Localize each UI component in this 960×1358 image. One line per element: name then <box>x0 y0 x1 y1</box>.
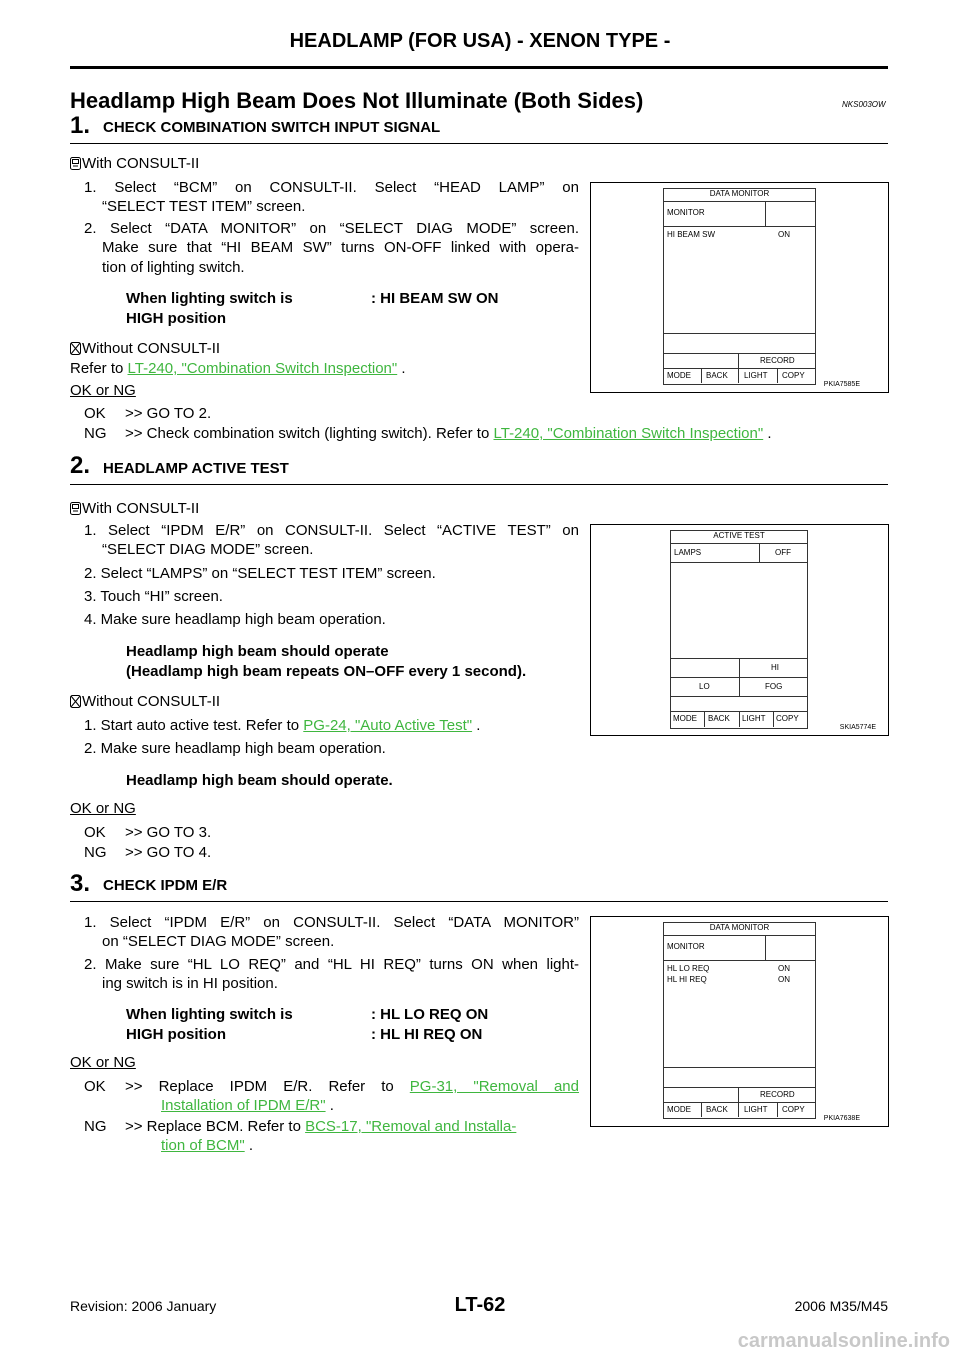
step1-with-consult <box>70 154 199 174</box>
screen-light-button: LIGHT <box>744 1105 768 1114</box>
screen-mode-button: MODE <box>673 714 697 723</box>
step1-ok-label: OK <box>84 405 106 422</box>
watermark: carmanualsonline.info <box>737 1330 950 1352</box>
screen-back-button: BACK <box>706 1105 728 1114</box>
step1-ng-end: . <box>767 425 772 442</box>
screen-title: DATA MONITOR <box>664 189 815 202</box>
step1-with-text: With CONSULT-II <box>82 155 200 172</box>
footer-model: 2006 M35/M45 <box>794 1298 888 1314</box>
consult-icon <box>70 502 81 515</box>
screen-copy-button: COPY <box>782 1105 805 1114</box>
screen-item-hi-beam-sw: HI BEAM SW <box>667 230 716 239</box>
step3-item1-line2: on “SELECT DIAG MODE” screen. <box>102 933 335 950</box>
step3-condition-label2: HIGH position <box>126 1026 226 1043</box>
step1-title: CHECK COMBINATION SWITCH INPUT SIGNAL <box>103 119 441 136</box>
step3-title: CHECK IPDM E/R <box>103 877 228 894</box>
section-title: Headlamp High Beam Does Not Illuminate (Both Sides) <box>70 88 644 113</box>
step2-w1-end: . <box>476 717 481 734</box>
step2-with-text: With CONSULT-II <box>82 500 200 517</box>
step1-without-text: Without CONSULT-II <box>82 340 221 357</box>
step2-note3: Headlamp high beam should operate. <box>126 772 393 789</box>
step1-condition-label2: HIGH position <box>126 310 226 327</box>
step2-note-line2: (Headlamp high beam repeats ON–OFF every 1 second). <box>126 663 527 680</box>
screen-active-test <box>670 530 808 729</box>
step3-condition-value2: : HL HI REQ ON <box>371 1026 483 1043</box>
step1-number: 1. <box>70 112 91 139</box>
step1-ng-link[interactable]: LT-240, "Combination Switch Inspection" <box>493 425 764 442</box>
screen-back-button: BACK <box>706 371 728 380</box>
screen-mode-button: MODE <box>667 1105 691 1114</box>
screen-mode-button: MODE <box>667 371 691 380</box>
step3-ok-label: OK <box>84 1078 106 1095</box>
no-consult-icon <box>70 342 81 355</box>
figure-data-monitor-1 <box>590 182 889 393</box>
step3-ok-line1 <box>125 1077 579 1097</box>
step3-ok-link2[interactable]: Installation of IPDM E/R" <box>161 1097 326 1114</box>
step3-item2-line2: ing switch is in HI position. <box>102 975 278 992</box>
step3-item2-line1: 2. Make sure “HL LO REQ” and “HL HI REQ” turns ON when light- <box>84 956 579 973</box>
no-consult-icon <box>70 695 81 708</box>
screen-light-button: LIGHT <box>744 371 768 380</box>
screen-item-hl-lo-req: HL LO REQ <box>667 964 710 973</box>
screen-item-hl-hi-req: HL HI REQ <box>667 975 707 984</box>
step3-number: 3. <box>70 870 91 897</box>
step2-ok-or-ng: OK or NG <box>70 800 136 817</box>
step2-item2: 2. Select “LAMPS” on “SELECT TEST ITEM” screen. <box>84 565 436 582</box>
step1-ng-label: NG <box>84 425 107 442</box>
step2-ng-label: NG <box>84 844 107 861</box>
step1-refer <box>70 359 406 379</box>
screen-title: ACTIVE TEST <box>671 531 807 544</box>
consult-icon <box>70 157 81 170</box>
screen-lamps-value: OFF <box>775 548 791 557</box>
step2-without-item2: 2. Make sure headlamp high beam operation. <box>84 740 386 757</box>
step3-ok-line2 <box>161 1096 334 1116</box>
step1-ok-text: >> GO TO 2. <box>125 405 212 422</box>
screen-item-value-lo: ON <box>778 964 790 973</box>
step3-ng-link1[interactable]: BCS-17, "Removal and Installa- <box>305 1118 517 1135</box>
step2-note-line1: Headlamp high beam should operate <box>126 643 389 660</box>
screen-title: DATA MONITOR <box>664 923 815 936</box>
section-code: NKS003OW <box>842 100 886 109</box>
step1-refer-end: . <box>401 360 406 377</box>
step1-item1-line1: 1. Select “BCM” on CONSULT-II. Select “HEAD LAMP” on <box>84 179 579 196</box>
step2-rule <box>70 484 888 485</box>
step3-ng-line1 <box>125 1117 516 1137</box>
screen-back-button: BACK <box>708 714 730 723</box>
step2-w1-link[interactable]: PG-24, "Auto Active Test" <box>303 717 473 734</box>
figure-code: PKIA7638E <box>823 1115 860 1122</box>
screen-monitor-label: MONITOR <box>667 942 705 951</box>
figure-code: PKIA7585E <box>823 381 860 388</box>
step1-rule <box>70 143 888 144</box>
step1-ng-text: >> Check combination switch (lighting switch). Refer to <box>125 425 490 442</box>
header-rule <box>70 66 888 69</box>
step2-without-item1 <box>84 716 480 736</box>
step1-refer-link[interactable]: LT-240, "Combination Switch Inspection" <box>127 360 398 377</box>
footer-page-number: LT-62 <box>454 1294 506 1316</box>
step1-without-consult <box>70 339 220 359</box>
screen-copy-button: COPY <box>782 371 805 380</box>
figure-code: SKIA5774E <box>839 724 876 731</box>
screen-record-button: RECORD <box>760 356 795 365</box>
screen-item-value: ON <box>778 230 790 239</box>
screen-light-button: LIGHT <box>742 714 766 723</box>
step3-condition-label1: When lighting switch is <box>126 1006 293 1023</box>
step3-ok-or-ng: OK or NG <box>70 1054 136 1071</box>
step2-item3: 3. Touch “HI” screen. <box>84 588 223 605</box>
figure-active-test <box>590 524 889 736</box>
step1-condition-label1: When lighting switch is <box>126 290 293 307</box>
step2-ok-label: OK <box>84 824 106 841</box>
step3-ok-link1[interactable]: PG-31, "Removal and <box>409 1078 579 1095</box>
footer-revision: Revision: 2006 January <box>70 1298 217 1314</box>
step1-item2-line1: 2. Select “DATA MONITOR” on “SELECT DIAG MODE” screen. <box>84 220 579 237</box>
step2-ok-text: >> GO TO 3. <box>125 824 212 841</box>
step3-condition-value1: : HL LO REQ ON <box>371 1006 489 1023</box>
step3-ng-link2[interactable]: tion of BCM" <box>161 1137 245 1154</box>
step3-rule <box>70 901 888 902</box>
step2-title: HEADLAMP ACTIVE TEST <box>103 460 289 477</box>
step3-ng-text: >> Replace BCM. Refer to <box>125 1118 301 1135</box>
screen-data-monitor-1 <box>663 188 816 385</box>
step1-refer-text: Refer to <box>70 360 124 377</box>
step3-ng-line2 <box>161 1136 253 1156</box>
screen-lamps-label: LAMPS <box>674 548 702 557</box>
screen-item-value-hi: ON <box>778 975 790 984</box>
page-header-title: HEADLAMP (FOR USA) - XENON TYPE - <box>289 30 671 52</box>
step2-without-text: Without CONSULT-II <box>82 693 221 710</box>
step2-item1-line1: 1. Select “IPDM E/R” on CONSULT-II. Select “ACTIVE TEST” on <box>84 522 579 539</box>
step1-condition-value: : HI BEAM SW ON <box>371 290 499 307</box>
screen-copy-button: COPY <box>776 714 799 723</box>
step1-ok-or-ng: OK or NG <box>70 382 136 399</box>
screen-hi-button: HI <box>771 663 779 672</box>
step2-number: 2. <box>70 452 91 479</box>
figure-data-monitor-2 <box>590 916 889 1127</box>
step1-item2-line2: Make sure that “HI BEAM SW” turns ON-OFF linked with opera- <box>102 239 579 256</box>
screen-monitor-label: MONITOR <box>667 208 705 217</box>
step1-ng-line <box>125 424 772 444</box>
step2-item4: 4. Make sure headlamp high beam operation. <box>84 611 386 628</box>
step3-ng-end: . <box>248 1137 254 1154</box>
step2-with-consult <box>70 499 199 519</box>
step3-item1-line1: 1. Select “IPDM E/R” on CONSULT-II. Select “DATA MONITOR” <box>84 914 579 931</box>
step2-without-consult <box>70 692 220 712</box>
step1-item1-line2: “SELECT TEST ITEM” screen. <box>102 198 306 215</box>
screen-fog-button: FOG <box>765 682 783 691</box>
step3-ok-text: >> Replace IPDM E/R. Refer to <box>125 1078 394 1095</box>
step3-ok-end: . <box>329 1097 334 1114</box>
step3-ng-label: NG <box>84 1118 107 1135</box>
step2-item1-line2: “SELECT DIAG MODE” screen. <box>102 541 314 558</box>
step2-ng-text: >> GO TO 4. <box>125 844 212 861</box>
screen-data-monitor-2 <box>663 922 816 1119</box>
step1-item2-line3: tion of lighting switch. <box>102 259 245 276</box>
step2-w1-text: 1. Start auto active test. Refer to <box>84 717 300 734</box>
screen-lo-button: LO <box>699 682 710 691</box>
screen-record-button: RECORD <box>760 1090 795 1099</box>
